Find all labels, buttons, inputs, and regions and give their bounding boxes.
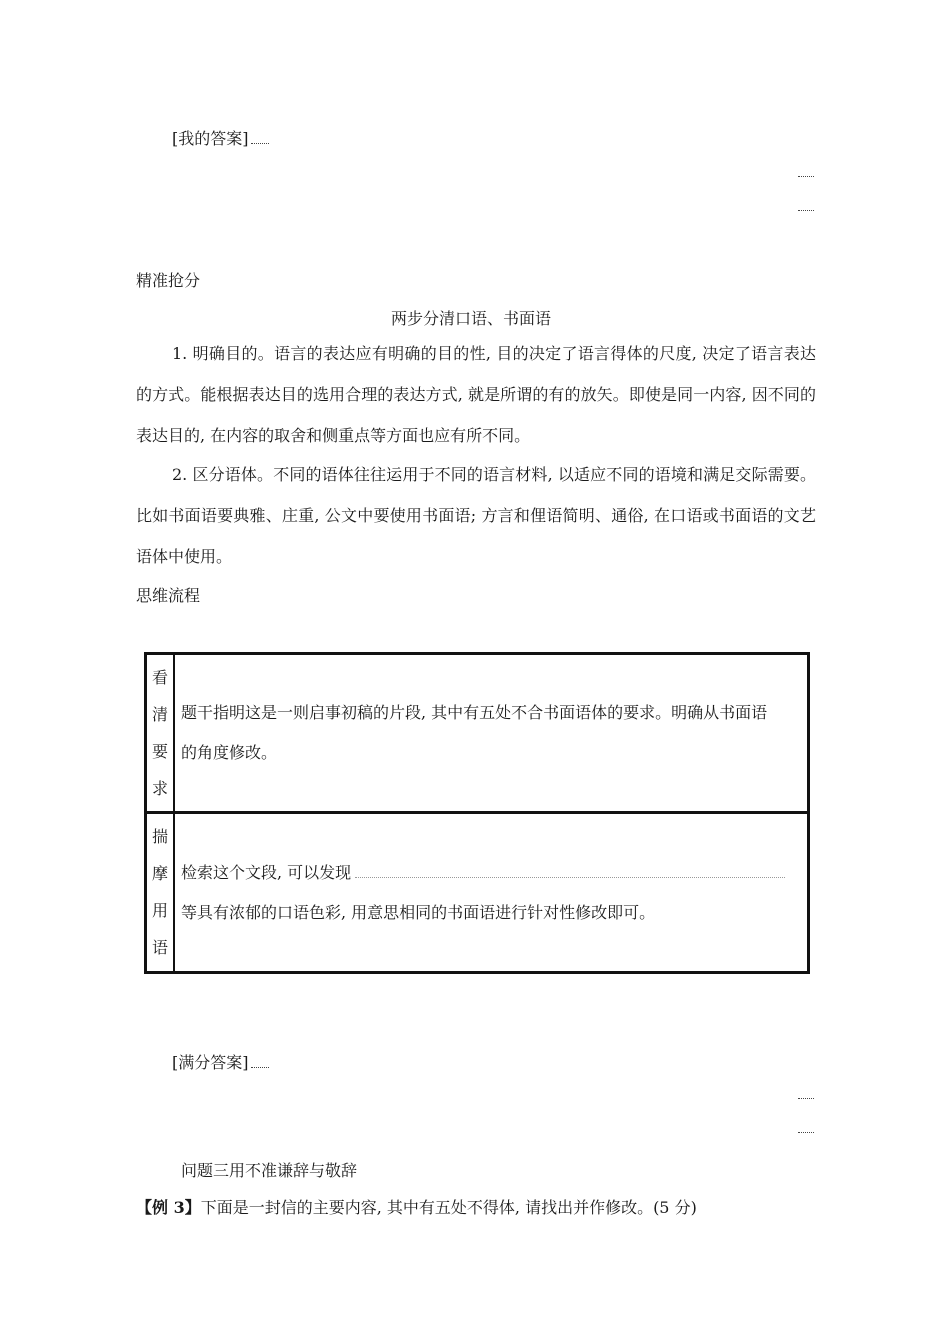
content-line: 等具有浓郁的口语色彩, 用意思相同的书面语进行针对性修改即可。 [181,902,656,922]
flow-row-wording [147,814,807,971]
label-char: 摩 [151,863,168,883]
flow-row-label [147,655,175,811]
label-char: 求 [151,778,168,798]
flow-row-content [175,814,807,971]
flow-row-label [147,814,175,971]
content-text: 检索这个文段, 可以发现 [181,862,352,882]
full-answer-label [172,1050,269,1073]
label-char: 揣 [151,826,168,846]
paragraph-1: 1. 明确目的。语言的表达应有明确的目的性, 目的决定了语言得体的尺度, 决定了语言表达的方式。能根据表达目的选用合理的表达方式, 就是所谓的有的放矢。即使是同一内容, 因不同的表达目的, 在内容的取舍和侧重点等方面也应有所不同。 [136,344,816,445]
label-char: 语 [151,938,168,958]
full-answer-blank[interactable] [251,1057,269,1068]
my-answer-label [172,126,269,149]
label-char: 要 [151,741,168,761]
full-answer-blank-line-2[interactable] [798,1132,814,1133]
content-line [181,853,795,893]
flow-row-requirements [147,655,807,814]
example-3 [136,1195,697,1218]
my-answer-text: [我的答案] [172,129,249,148]
problem-three-heading: 问题三用不准谦辞与敬辞 [181,1161,358,1180]
content-line: 题干指明这是一则启事初稿的片段, 其中有五处不合书面语体的要求。明确从书面语 [181,703,768,722]
label-char: 看 [151,667,168,687]
example-text: 下面是一封信的主要内容, 其中有五处不得体, 请找出并作修改。(5 分) [200,1198,697,1217]
center-title: 两步分清口语、书面语 [391,309,552,328]
fill-in-blank[interactable] [355,863,785,878]
flow-row-content [175,655,807,811]
full-answer-blank-line-1[interactable] [798,1098,814,1099]
my-answer-blank[interactable] [251,133,269,144]
section-heading-flow: 思维流程 [136,586,201,605]
label-char: 用 [151,901,168,921]
label-char: 清 [151,704,168,724]
example-tag: 【例 3】 [136,1198,201,1217]
section-heading-precise: 精准抢分 [136,271,201,290]
full-answer-text: [满分答案] [172,1053,249,1072]
thinking-flow-table [144,652,810,974]
answer-blank-line-2[interactable] [798,210,814,211]
content-line: 的角度修改。 [181,743,278,762]
answer-blank-line-1[interactable] [798,176,814,177]
paragraph-2: 2. 区分语体。不同的语体往往运用于不同的语言材料, 以适应不同的语境和满足交际需要。比如书面语要典雅、庄重, 公文中要使用书面语; 方言和俚语简明、通俗, 在口语或书面语的文艺语体中使用。 [136,465,816,566]
